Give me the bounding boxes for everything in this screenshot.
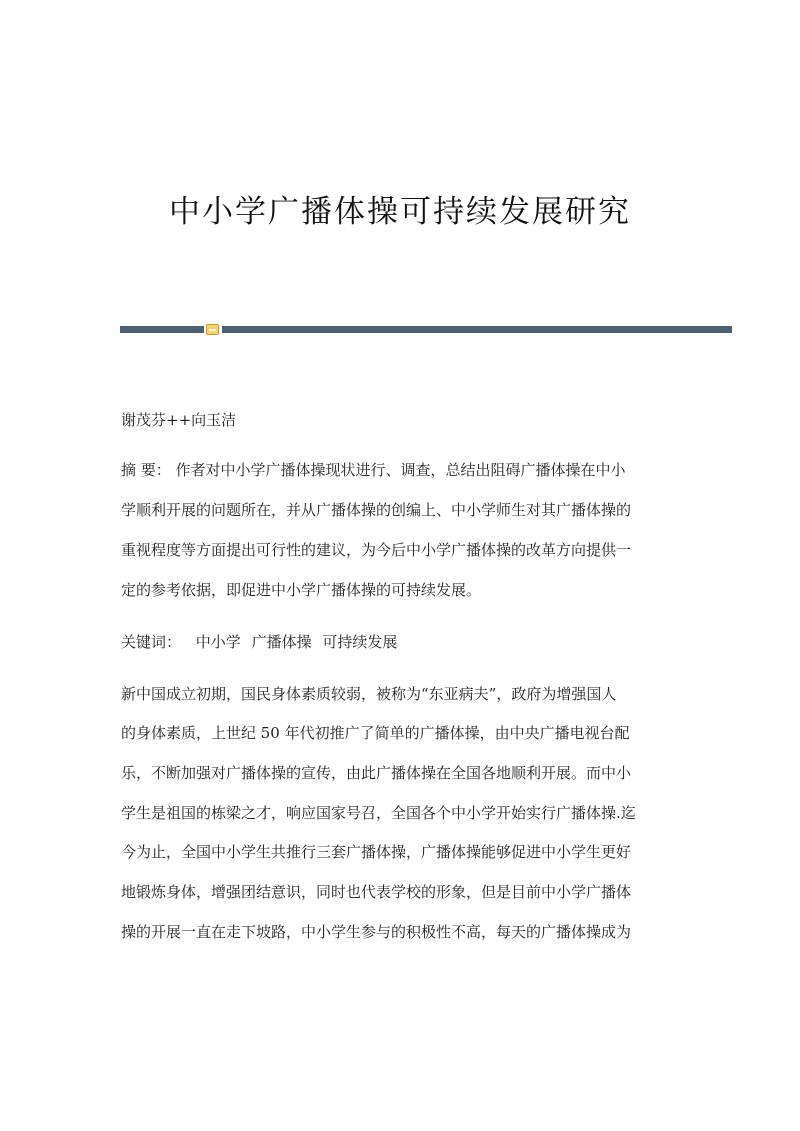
body-line: 学生是祖国的栋梁之才，响应国家号召，全国各个中小学开始实行广播体操.迄 <box>121 804 636 822</box>
title-divider <box>120 326 732 334</box>
abstract-line: 重视程度等方面提出可行性的建议，为今后中小学广播体操的改革方向提供一 <box>121 541 632 559</box>
divider-left-segment <box>120 326 204 333</box>
body-line: 今为止，全国中小学生共推行三套广播体操，广播体操能够促进中小学生更好 <box>121 843 632 861</box>
abstract-line: 定的参考依据，即促进中小学广播体操的可持续发展。 <box>121 581 482 599</box>
keyword-item: 广播体操 <box>251 633 312 651</box>
body-line: 地锻炼身体，增强团结意识，同时也代表学校的形象，但是目前中小学广播体 <box>121 883 632 901</box>
keyword-item: 可持续发展 <box>322 633 398 651</box>
body-line: 乐，不断加强对广播体操的宣传，由此广播体操在全国各地顺利开展。而中小 <box>121 764 632 782</box>
abstract-line: 学顺利开展的问题所在，并从广播体操的创编上、中小学师生对其广播体操的 <box>121 501 632 519</box>
document-title: 中小学广播体操可持续发展研究 <box>169 194 631 230</box>
abstract-line: 摘 要： 作者对中小学广播体操现状进行、调查，总结出阻碍广播体操在中小 <box>121 461 626 479</box>
body-line: 操的开展一直在走下坡路，中小学生参与的积极性不高，每天的广播体操成为 <box>121 923 632 941</box>
keywords-label: 关键词： <box>121 633 182 651</box>
body-line: 新中国成立初期，国民身体素质较弱，被称为“东亚病夫”，政府为增强国人 <box>121 685 617 703</box>
divider-right-segment <box>222 326 732 333</box>
keywords-line <box>121 632 403 652</box>
book-emblem-icon <box>206 324 219 335</box>
keyword-item: 中小学 <box>195 633 241 651</box>
body-line: 的身体素质，上世纪 50 年代初推广了简单的广播体操，由中央广播电视台配 <box>121 724 630 742</box>
author-line: 谢茂芬++向玉洁 <box>121 411 237 429</box>
